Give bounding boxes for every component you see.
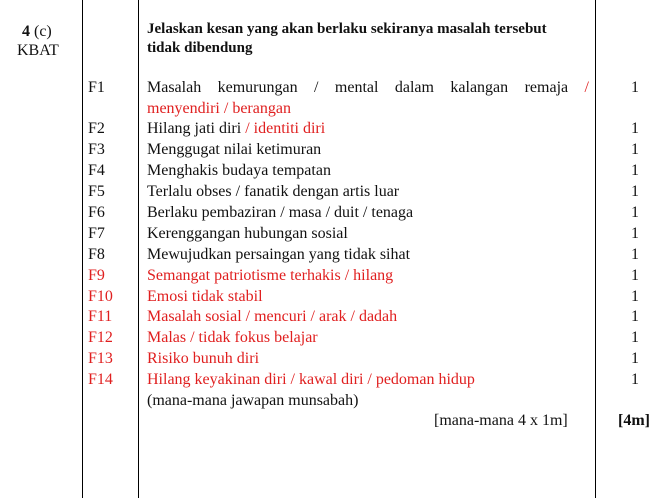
answer-text-continuation: menyendiri / berangan [147, 100, 291, 117]
answer-text [147, 307, 589, 327]
column-divider-right [595, 0, 596, 498]
answer-text-black: Berlaku pembaziran / masa / duit / tenaga [147, 204, 414, 221]
answer-text [147, 182, 589, 202]
answer-mark: 1 [631, 79, 639, 96]
answer-text-black: Hilang jati diri [147, 120, 242, 137]
answer-mark: 1 [631, 329, 639, 346]
answer-text-black: Terlalu obses / fanatik dengan artis luar [147, 183, 400, 200]
answer-code: F1 [88, 79, 105, 96]
answer-text-black: Kerenggangan hubungan sosial [147, 225, 348, 242]
answer-mark: 1 [631, 162, 639, 179]
answer-code: F10 [88, 288, 113, 305]
answer-text [147, 224, 589, 244]
answer-text [147, 140, 589, 160]
column-divider-left [82, 0, 83, 498]
question-text: Jelaskan kesan yang akan berlaku sekiranya masalah tersebut tidak dibendung [147, 21, 547, 56]
answer-text [147, 349, 589, 369]
answer-text [147, 245, 589, 265]
answer-mark: 1 [631, 183, 639, 200]
answer-code: F4 [88, 162, 105, 179]
answer-code: F3 [88, 141, 105, 158]
answer-mark: 1 [631, 267, 639, 284]
answer-text-red: Risiko bunuh diri [147, 350, 260, 367]
answer-code: F11 [88, 308, 113, 325]
answer-mark: 1 [631, 246, 639, 263]
answer-text [147, 78, 589, 98]
answer-mark: 1 [631, 141, 639, 158]
answer-text-red: Malas / tidak fokus belajar [147, 329, 318, 346]
answer-text-black: Menghakis budaya tempatan [147, 162, 331, 179]
answer-text [147, 203, 589, 223]
question-tag: KBAT [17, 42, 59, 59]
answer-code: F7 [88, 225, 105, 242]
answer-text [147, 161, 589, 181]
total-marks: [4m] [618, 412, 650, 429]
answer-code: F9 [88, 267, 105, 284]
answer-code: F6 [88, 204, 105, 221]
answer-mark: 1 [631, 288, 639, 305]
answer-text-red: / [568, 79, 590, 96]
answer-text-red: Emosi tidak stabil [147, 288, 263, 305]
answer-code: F5 [88, 183, 105, 200]
answer-mark: 1 [631, 308, 639, 325]
answer-mark: 1 [631, 350, 639, 367]
answer-mark: 1 [631, 204, 639, 221]
answer-mark: 1 [631, 120, 639, 137]
mark-summary: [mana-mana 4 x 1m] [434, 412, 568, 429]
answer-code: F13 [88, 350, 113, 367]
answer-text [147, 119, 589, 139]
answer-text-black: Mewujudkan persaingan yang tidak sihat [147, 246, 411, 263]
answer-text-red: / identiti diri [241, 120, 326, 137]
answer-text-red: Masalah sosial / mencuri / arak / dadah [147, 308, 398, 325]
answer-note: (mana-mana jawapan munsabah) [147, 392, 359, 409]
answer-mark: 1 [631, 225, 639, 242]
answer-text [147, 328, 589, 348]
answer-text-red: Hilang keyakinan diri / kawal diri / pedoman hidup [147, 371, 475, 388]
answer-code: F12 [88, 329, 113, 346]
answer-code: F14 [88, 371, 113, 388]
answer-code: F2 [88, 120, 105, 137]
answer-mark: 1 [631, 371, 639, 388]
answer-text [147, 370, 589, 390]
answer-text-red: Semangat patriotisme terhakis / hilang [147, 267, 394, 284]
answer-code: F8 [88, 246, 105, 263]
question-number: 4 (c) [22, 23, 52, 40]
answer-text-black: Menggugat nilai ketimuran [147, 141, 322, 158]
answer-text [147, 287, 589, 307]
answer-text [147, 266, 589, 286]
column-divider-middle [138, 0, 139, 498]
answer-text-black: Masalah kemurungan / mental dalam kalangan remaja [147, 79, 569, 96]
